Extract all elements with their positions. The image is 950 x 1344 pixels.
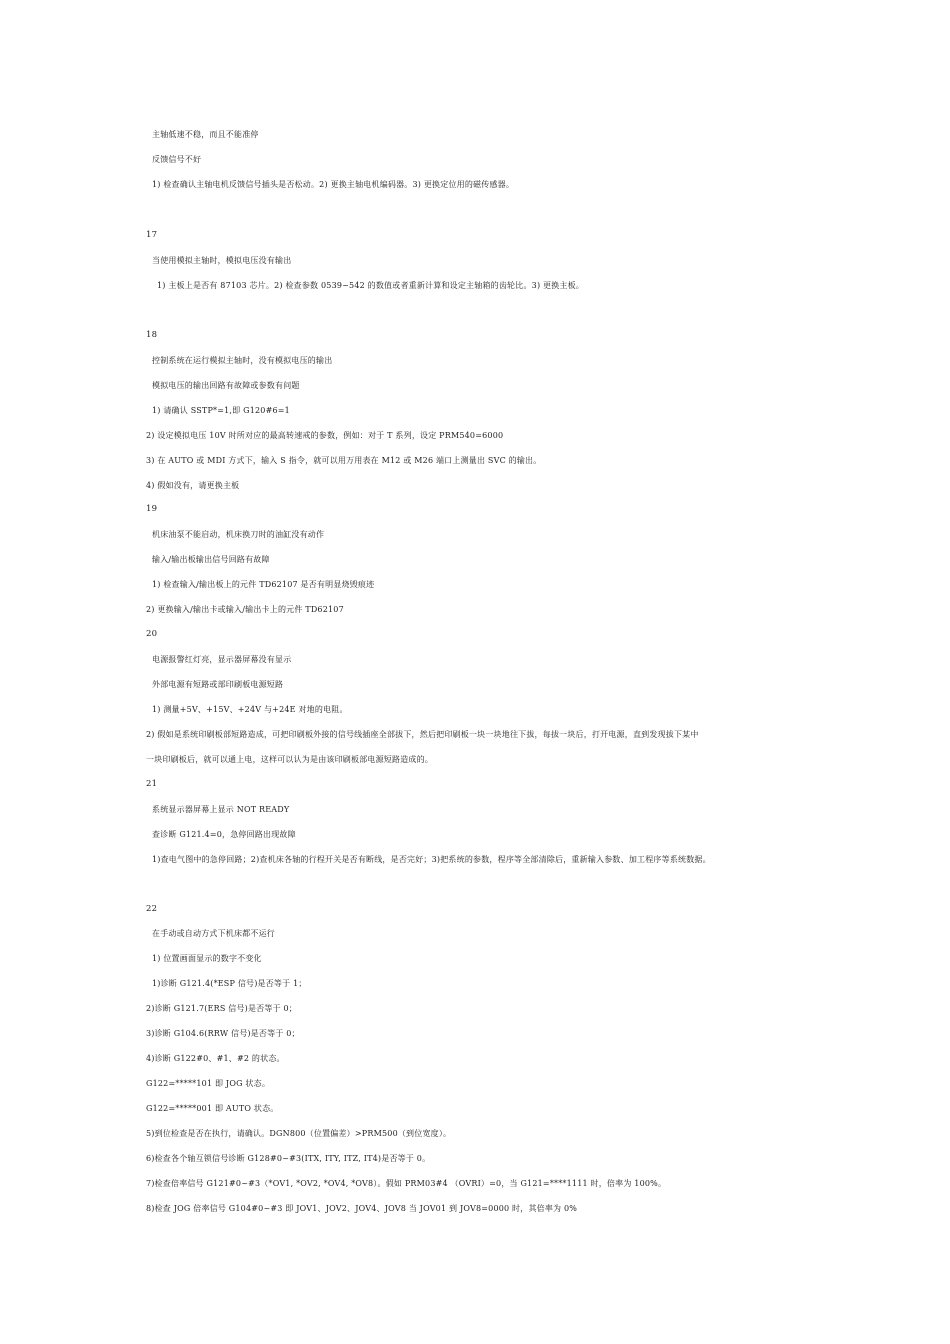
text-line: 1) 位置画面显示的数字不变化 — [152, 954, 262, 963]
text-line: 1) 检查确认主轴电机反馈信号插头是否松动。2) 更换主轴电机编码器。3) 更换定位用的磁传感器。 — [152, 180, 515, 189]
text-line: 4)诊断 G122#0、#1、#2 的状态。 — [146, 1054, 285, 1063]
text-line: 1) 测量+5V、+15V、+24V 与+24E 对地的电阻。 — [152, 705, 348, 714]
text-line: 2)诊断 G121.7(ERS 信号)是否等于 0； — [146, 1004, 298, 1013]
section-number: 17 — [146, 230, 158, 240]
section-number: 22 — [146, 904, 158, 914]
text-line: 2) 假如是系统印刷板部短路造成，可把印刷板外接的信号线插座全部拔下，然后把印刷板一块一块地往下拔，每拔一块后，打开电源，直到发现拔下某中 — [146, 730, 699, 739]
text-line: 反馈信号不好 — [152, 155, 202, 164]
text-line: 电源报警红灯亮，显示器屏幕没有显示 — [152, 655, 292, 664]
text-line: 在手动或自动方式下机床都不运行 — [152, 929, 275, 938]
text-line: 输入/输出板输出信号回路有故障 — [152, 555, 270, 564]
text-line: 模拟电压的输出回路有故障或参数有问题 — [152, 381, 300, 390]
section-number: 18 — [146, 330, 158, 340]
text-line: 5)到位检查是否在执行，请确认。DGN800（位置偏差）>PRM500（到位宽度）。 — [146, 1129, 452, 1138]
text-line: 1)诊断 G121.4(*ESP 信号)是否等于 1； — [152, 979, 307, 988]
text-line: G122=*****101 即 JOG 状态。 — [146, 1079, 271, 1088]
text-line: 2) 设定模拟电压 10V 时所对应的最高转速戒的参数，例如：对于 T 系列，设定 PRM540=6000 — [146, 431, 504, 440]
text-line: 8)检查 JOG 倍率信号 G104#0~#3 即 JOV1、JOV2、JOV4、JOV8 当 JOV01 到 JOV8=0000 时，其倍率为 0% — [146, 1204, 578, 1213]
text-line: 机床油泵不能启动，机床换刀时的油缸没有动作 — [152, 530, 325, 539]
section-number: 21 — [146, 779, 158, 789]
text-line: 当使用模拟主轴时，模拟电压没有输出 — [152, 256, 292, 265]
text-line: 一块印刷板后，就可以通上电，这样可以认为是由该印刷板部电源短路造成的。 — [146, 755, 433, 764]
section-number: 20 — [146, 629, 158, 639]
text-line: 1) 检查输入/输出板上的元件 TD62107 是否有明显烧毁痕迹 — [152, 580, 375, 589]
text-line: 查诊断 G121.4=0，急停回路出现故障 — [152, 830, 296, 839]
text-line: 1) 主板上是否有 87103 芯片。2) 检查参数 0539~542 的数值或者重新计算和设定主轴箱的齿轮比。3) 更换主板。 — [157, 281, 585, 290]
text-line: 主轴低速不稳，而且不能准停 — [152, 130, 259, 139]
text-line: 4) 假如没有，请更换主板 — [146, 481, 240, 490]
text-line: 控制系统在运行模拟主轴时，没有模拟电压的输出 — [152, 356, 333, 365]
section-number: 19 — [146, 504, 158, 514]
text-line: 6)检查各个轴互锁信号诊断 G128#0~#3(ITX, ITY, ITZ, IT4)是否等于 0。 — [146, 1154, 431, 1163]
text-line: 3)诊断 G104.6(RRW 信号)是否等于 0； — [146, 1029, 300, 1038]
text-line: 外部电源有短路或部印刷板电源短路 — [152, 680, 284, 689]
text-line: 1)查电气图中的急停回路；2)查机床各轴的行程开关是否有断线，是否完好；3)把系统的参数，程序等全部清除后，重新输入参数、加工程序等系统数据。 — [152, 855, 711, 864]
text-line: 3) 在 AUTO 或 MDI 方式下，输入 S 指令，就可以用万用表在 M12 或 M26 端口上测量出 SVC 的输出。 — [146, 456, 542, 465]
text-line: 系统显示器屏幕上显示 NOT READY — [152, 805, 290, 814]
text-line: G122=*****001 即 AUTO 状态。 — [146, 1104, 279, 1113]
text-line: 1) 请确认 SSTP*=1,即 G120#6=1 — [152, 406, 290, 415]
text-line: 2) 更换输入/输出卡或输入/输出卡上的元件 TD62107 — [146, 605, 344, 614]
text-line: 7)检查倍率信号 G121#0~#3（*OV1, *OV2, *OV4, *OV8）。假如 PRM03#4 （OVRI）=0，当 G121=****1111 时，倍率为 100%。 — [146, 1179, 667, 1188]
